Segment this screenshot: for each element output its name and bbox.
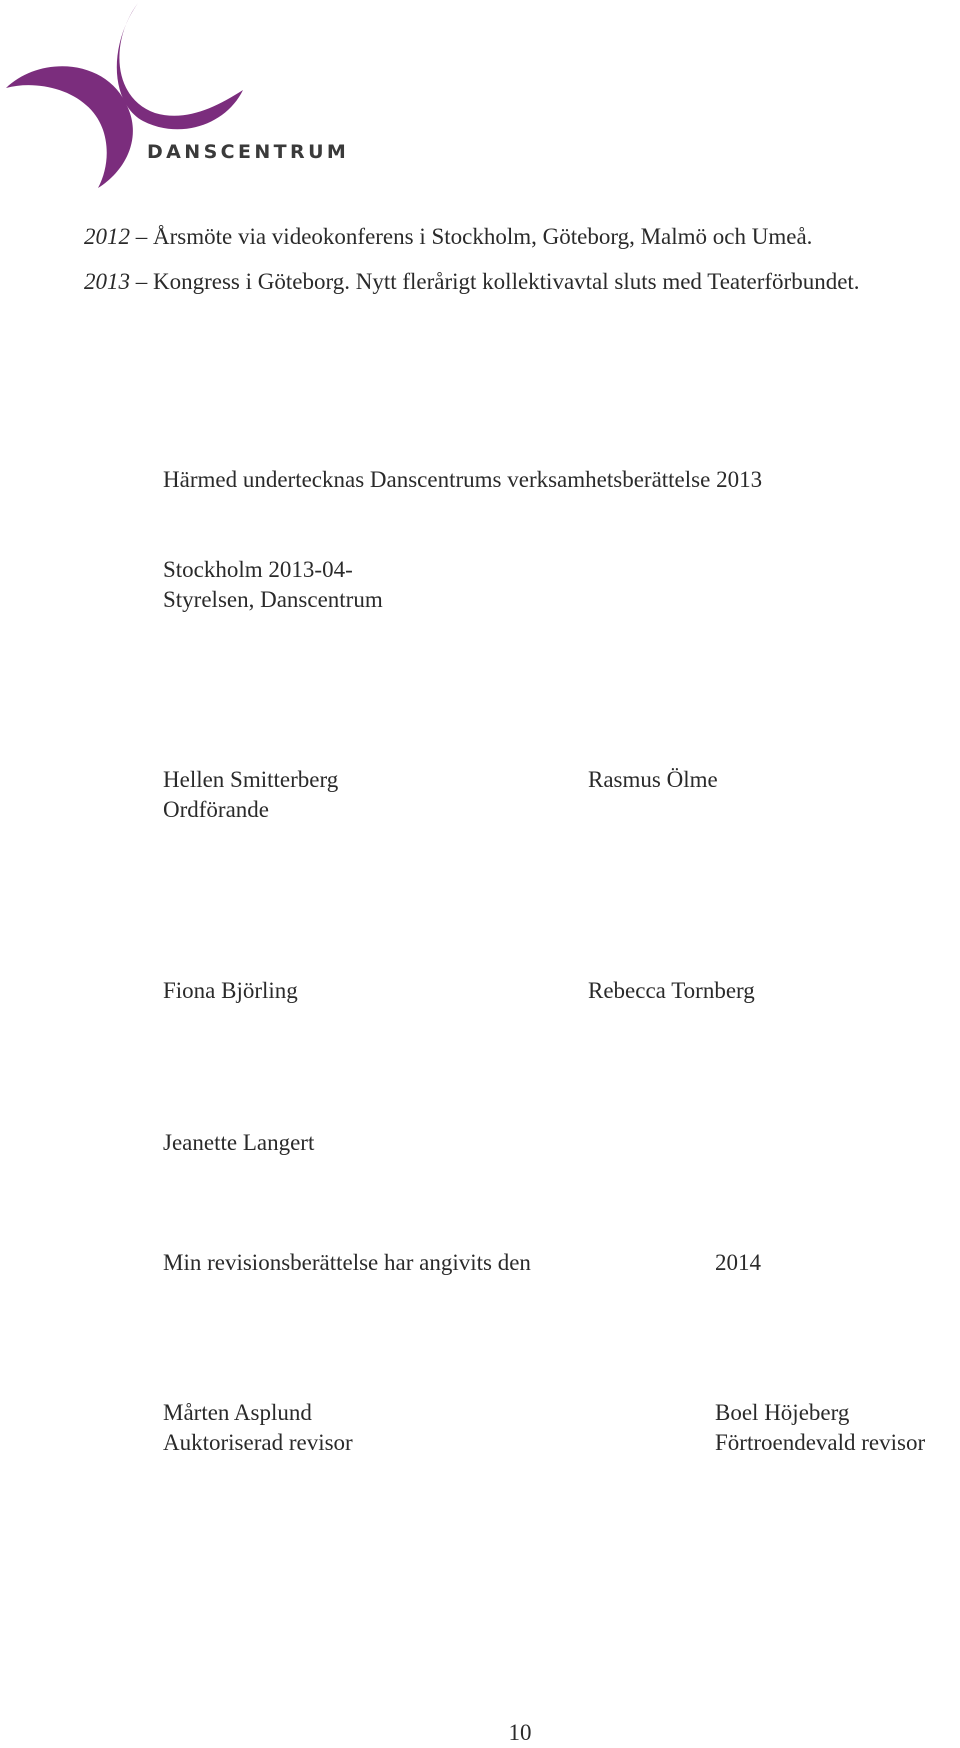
place-date: Stockholm 2013-04- (163, 557, 353, 582)
signing-statement: Härmed undertecknas Danscentrums verksamhetsberättelse 2013 (163, 467, 763, 492)
history-dash: – (135, 269, 148, 294)
signatory-role: Ordförande (163, 797, 270, 822)
signatory-name: Fiona Björling (163, 978, 298, 1003)
logo-wordmark: DANSCENTRUM (147, 141, 350, 163)
signatory-name: Rebecca Tornberg (588, 978, 755, 1003)
history-line-2013 (84, 267, 860, 297)
auditor-name: Mårten Asplund (163, 1400, 312, 1425)
signatory-name: Rasmus Ölme (588, 767, 718, 792)
auditor-role: Auktoriserad revisor (163, 1430, 353, 1455)
history-text: Kongress i Göteborg. Nytt flerårigt kollektivavtal sluts med Teaterförbundet. (153, 269, 860, 294)
signatory-name: Jeanette Langert (163, 1130, 315, 1155)
board-label: Styrelsen, Danscentrum (163, 587, 383, 612)
auditor-name: Boel Höjeberg (715, 1400, 850, 1425)
history-dash: – (135, 224, 148, 249)
history-year: 2012 (84, 224, 130, 249)
audit-year: 2014 (715, 1250, 761, 1275)
history-text: Årsmöte via videokonferens i Stockholm, Göteborg, Malmö och Umeå. (153, 224, 813, 249)
auditor-role: Förtroendevald revisor (715, 1430, 926, 1455)
danscentrum-logo (0, 0, 360, 190)
history-year: 2013 (84, 269, 130, 294)
signatory-name: Hellen Smitterberg (163, 767, 339, 792)
page-number: 10 (508, 1720, 532, 1745)
history-line-2012 (84, 222, 812, 252)
audit-statement: Min revisionsberättelse har angivits den (163, 1250, 531, 1275)
